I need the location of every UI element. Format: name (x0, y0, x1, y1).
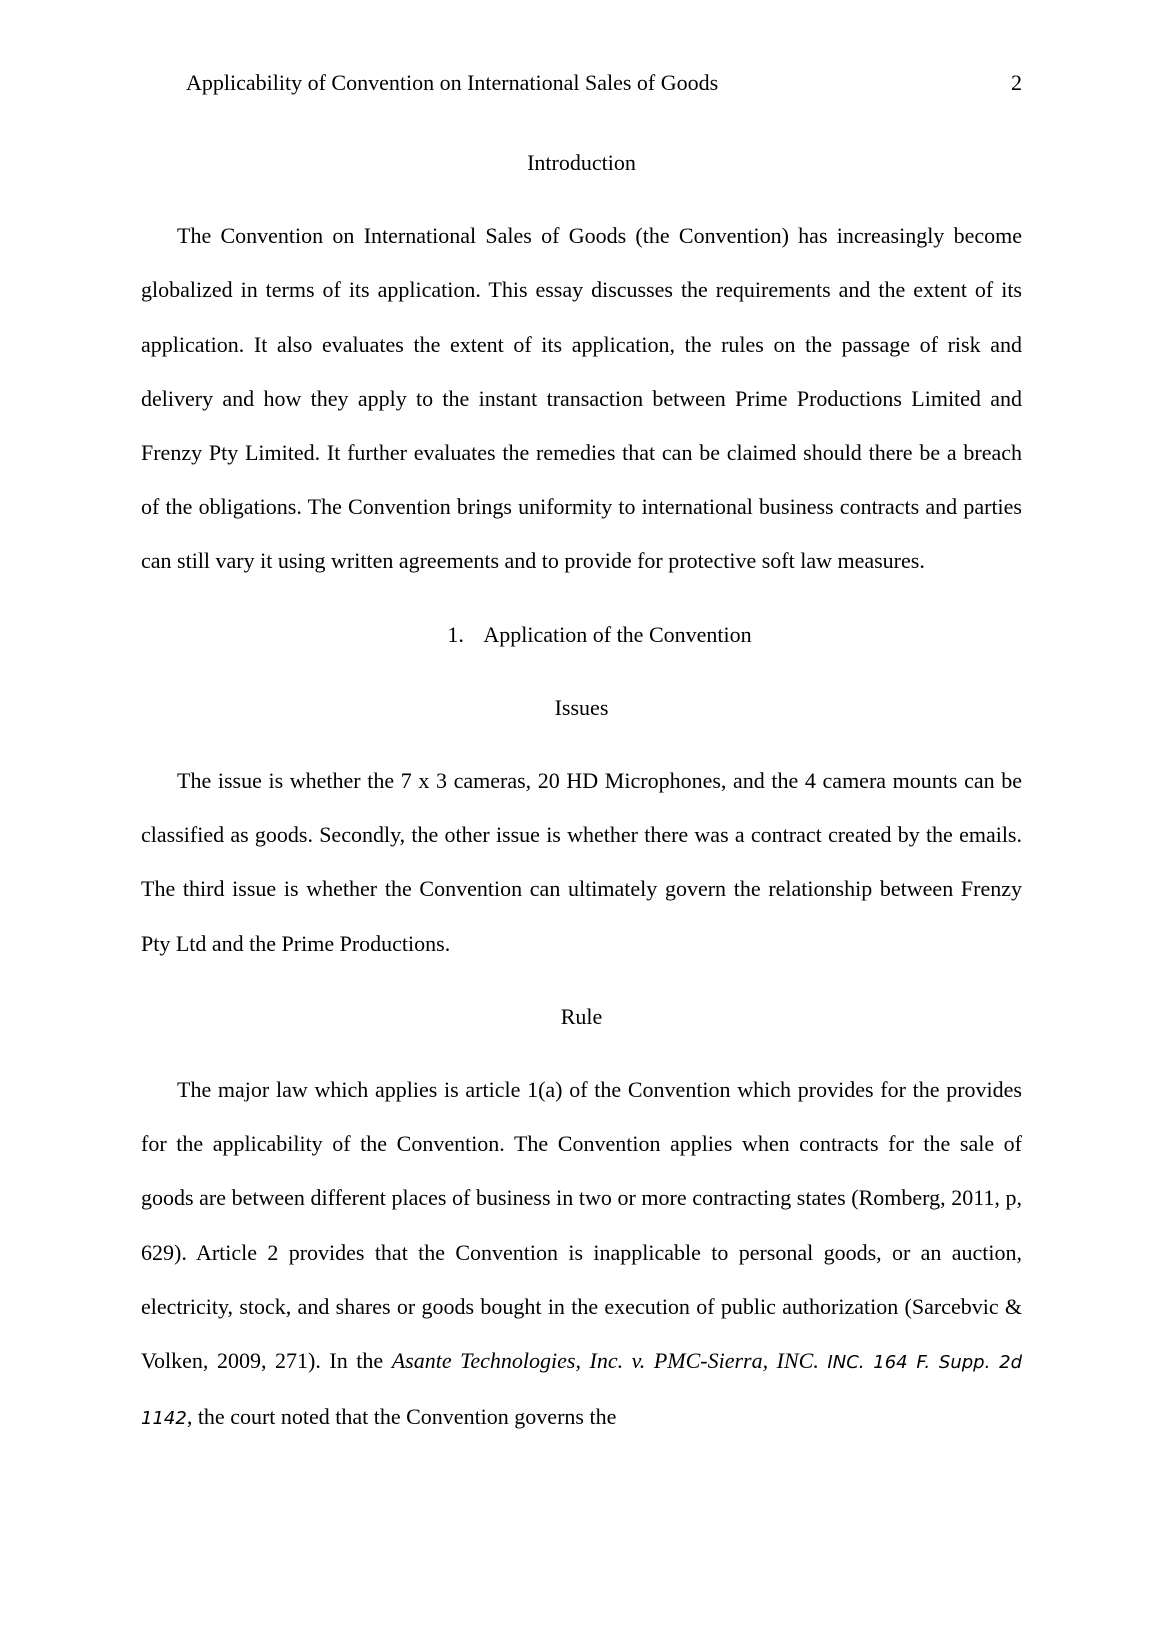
page-number: 2 (1011, 70, 1022, 95)
rule-text-part-2: , the court noted that the Convention governs the (186, 1404, 617, 1430)
introduction-paragraph: The Convention on International Sales of Goods (the Convention) has increasingly become globalized in terms of its application. This essay discusses the requirements and the extent of its application. It also evaluates the extent of its application, the rules on the passage of risk and delivery and how they apply to the instant transaction between Prime Productions Limited and Frenzy Pty Limited. It further evaluates the remedies that can be claimed should there be a breach of the obligations. The Convention brings uniformity to international business contracts and parties can still vary it using written agreements and to provide for protective soft law measures. (141, 223, 1022, 574)
rule-paragraph (141, 1063, 1022, 1446)
document-body (141, 136, 1022, 1465)
rule-heading: Rule (560, 1003, 603, 1029)
rule-text-part-1: The major law which applies is article 1(a) of the Convention which provides for the provides for the applicability of the Convention. The Convention applies when contracts for the sale of goods are between different places of business in two or more contracting states (Romberg, 2011, p, 629). Article 2 provides that the Convention is inapplicable to personal goods, or an auction, electricity, stock, and shares or goods bought in the execution of public authorization (Sarcebvic & Volken, 2009, 271). In the (141, 1077, 1022, 1374)
section-number: 1. (447, 621, 464, 647)
introduction-heading: Introduction (527, 150, 636, 175)
issues-heading: Issues (554, 694, 609, 720)
application-heading-text: Application of the Convention (483, 621, 752, 647)
page-header (186, 66, 1022, 100)
case-citation: INC. 164 F. Supp. 2d 1142 (141, 1352, 1022, 1430)
application-heading (141, 608, 1022, 662)
case-name: Asante Technologies, Inc. v. PMC-Sierra, INC. (391, 1348, 819, 1374)
running-head: Applicability of Convention on International Sales of Goods (186, 70, 719, 95)
issues-paragraph: The issue is whether the 7 x 3 cameras, 20 HD Microphones, and the 4 camera mounts can be classified as goods. Secondly, the other issue is whether there was a contract created by the emails. The third issue is whether the Convention can ultimately govern the relationship between Frenzy Pty Ltd and the Prime Productions. (141, 768, 1022, 956)
